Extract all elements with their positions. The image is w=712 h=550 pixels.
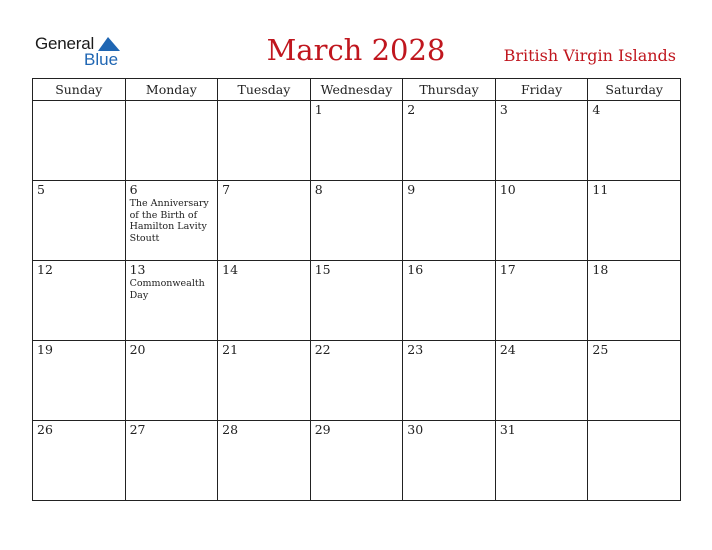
week-row <box>33 181 681 261</box>
day-number: 5 <box>37 182 45 197</box>
day-cell <box>588 101 681 181</box>
day-cell <box>588 341 681 421</box>
day-number: 16 <box>407 262 424 277</box>
day-cell <box>218 261 311 341</box>
day-number: 23 <box>407 342 424 357</box>
weekday-header: Sunday <box>33 79 126 101</box>
day-cell <box>125 341 218 421</box>
weekday-header: Friday <box>495 79 588 101</box>
day-cell <box>33 341 126 421</box>
logo-text-general: General <box>35 34 95 53</box>
weekday-header-row <box>33 79 681 101</box>
weekday-header: Thursday <box>403 79 496 101</box>
day-number: 7 <box>222 182 231 197</box>
logo-text-blue: Blue <box>84 50 119 69</box>
day-cell <box>310 421 403 501</box>
week-row <box>33 261 681 341</box>
day-number: 24 <box>499 342 516 357</box>
day-cell <box>218 101 311 181</box>
day-number: 13 <box>129 262 146 277</box>
day-cell <box>495 421 588 501</box>
day-cell <box>310 261 403 341</box>
week-row <box>33 421 681 501</box>
day-cell <box>218 421 311 501</box>
day-cell <box>588 421 681 501</box>
day-cell <box>33 101 126 181</box>
holiday-label: The Anniversary of the Birth of Hamilton Lavity Stoutt <box>129 198 209 244</box>
day-number: 31 <box>499 422 516 437</box>
day-cell <box>403 341 496 421</box>
day-number: 2 <box>407 102 416 117</box>
day-cell <box>33 181 126 261</box>
day-cell <box>125 101 218 181</box>
day-cell <box>218 181 311 261</box>
day-number: 15 <box>314 262 331 277</box>
day-cell <box>33 421 126 501</box>
weekday-header: Tuesday <box>218 79 311 101</box>
month-calendar <box>32 78 681 501</box>
day-cell <box>495 181 588 261</box>
day-cell <box>495 341 588 421</box>
day-cell <box>310 341 403 421</box>
holiday-label: Commonwealth Day <box>129 278 205 301</box>
day-number: 20 <box>129 342 146 357</box>
day-number: 1 <box>314 102 323 117</box>
day-number: 30 <box>407 422 424 437</box>
day-number: 12 <box>37 262 53 277</box>
day-number: 4 <box>592 102 601 117</box>
day-number: 11 <box>592 182 609 197</box>
day-number: 27 <box>129 422 146 437</box>
day-cell <box>33 261 126 341</box>
day-number: 29 <box>314 422 331 437</box>
day-cell <box>495 261 588 341</box>
day-cell <box>403 421 496 501</box>
day-cell <box>403 101 496 181</box>
day-cell <box>310 181 403 261</box>
day-number: 21 <box>222 342 239 357</box>
day-number: 6 <box>129 182 138 197</box>
day-number: 22 <box>314 342 331 357</box>
day-number: 3 <box>499 102 508 117</box>
weekday-header: Wednesday <box>310 79 403 101</box>
weekday-header: Saturday <box>588 79 681 101</box>
day-number: 28 <box>222 422 239 437</box>
day-number: 10 <box>499 182 516 197</box>
day-number: 9 <box>407 182 416 197</box>
day-cell <box>403 261 496 341</box>
day-cell <box>125 261 218 341</box>
calendar-title: March 2028 <box>266 33 446 67</box>
day-cell <box>310 101 403 181</box>
day-cell <box>125 181 218 261</box>
day-cell <box>588 181 681 261</box>
day-number: 17 <box>499 262 516 277</box>
day-cell <box>125 421 218 501</box>
day-number: 18 <box>592 262 609 277</box>
day-cell <box>218 341 311 421</box>
region-name: British Virgin Islands <box>503 46 676 65</box>
day-number: 8 <box>314 182 323 197</box>
day-cell <box>588 261 681 341</box>
weekday-header: Monday <box>125 79 218 101</box>
week-row <box>33 101 681 181</box>
day-cell <box>495 101 588 181</box>
day-number: 25 <box>592 342 609 357</box>
week-row <box>33 341 681 421</box>
day-cell <box>403 181 496 261</box>
day-number: 26 <box>37 422 53 437</box>
day-number: 19 <box>37 342 53 357</box>
day-number: 14 <box>222 262 239 277</box>
